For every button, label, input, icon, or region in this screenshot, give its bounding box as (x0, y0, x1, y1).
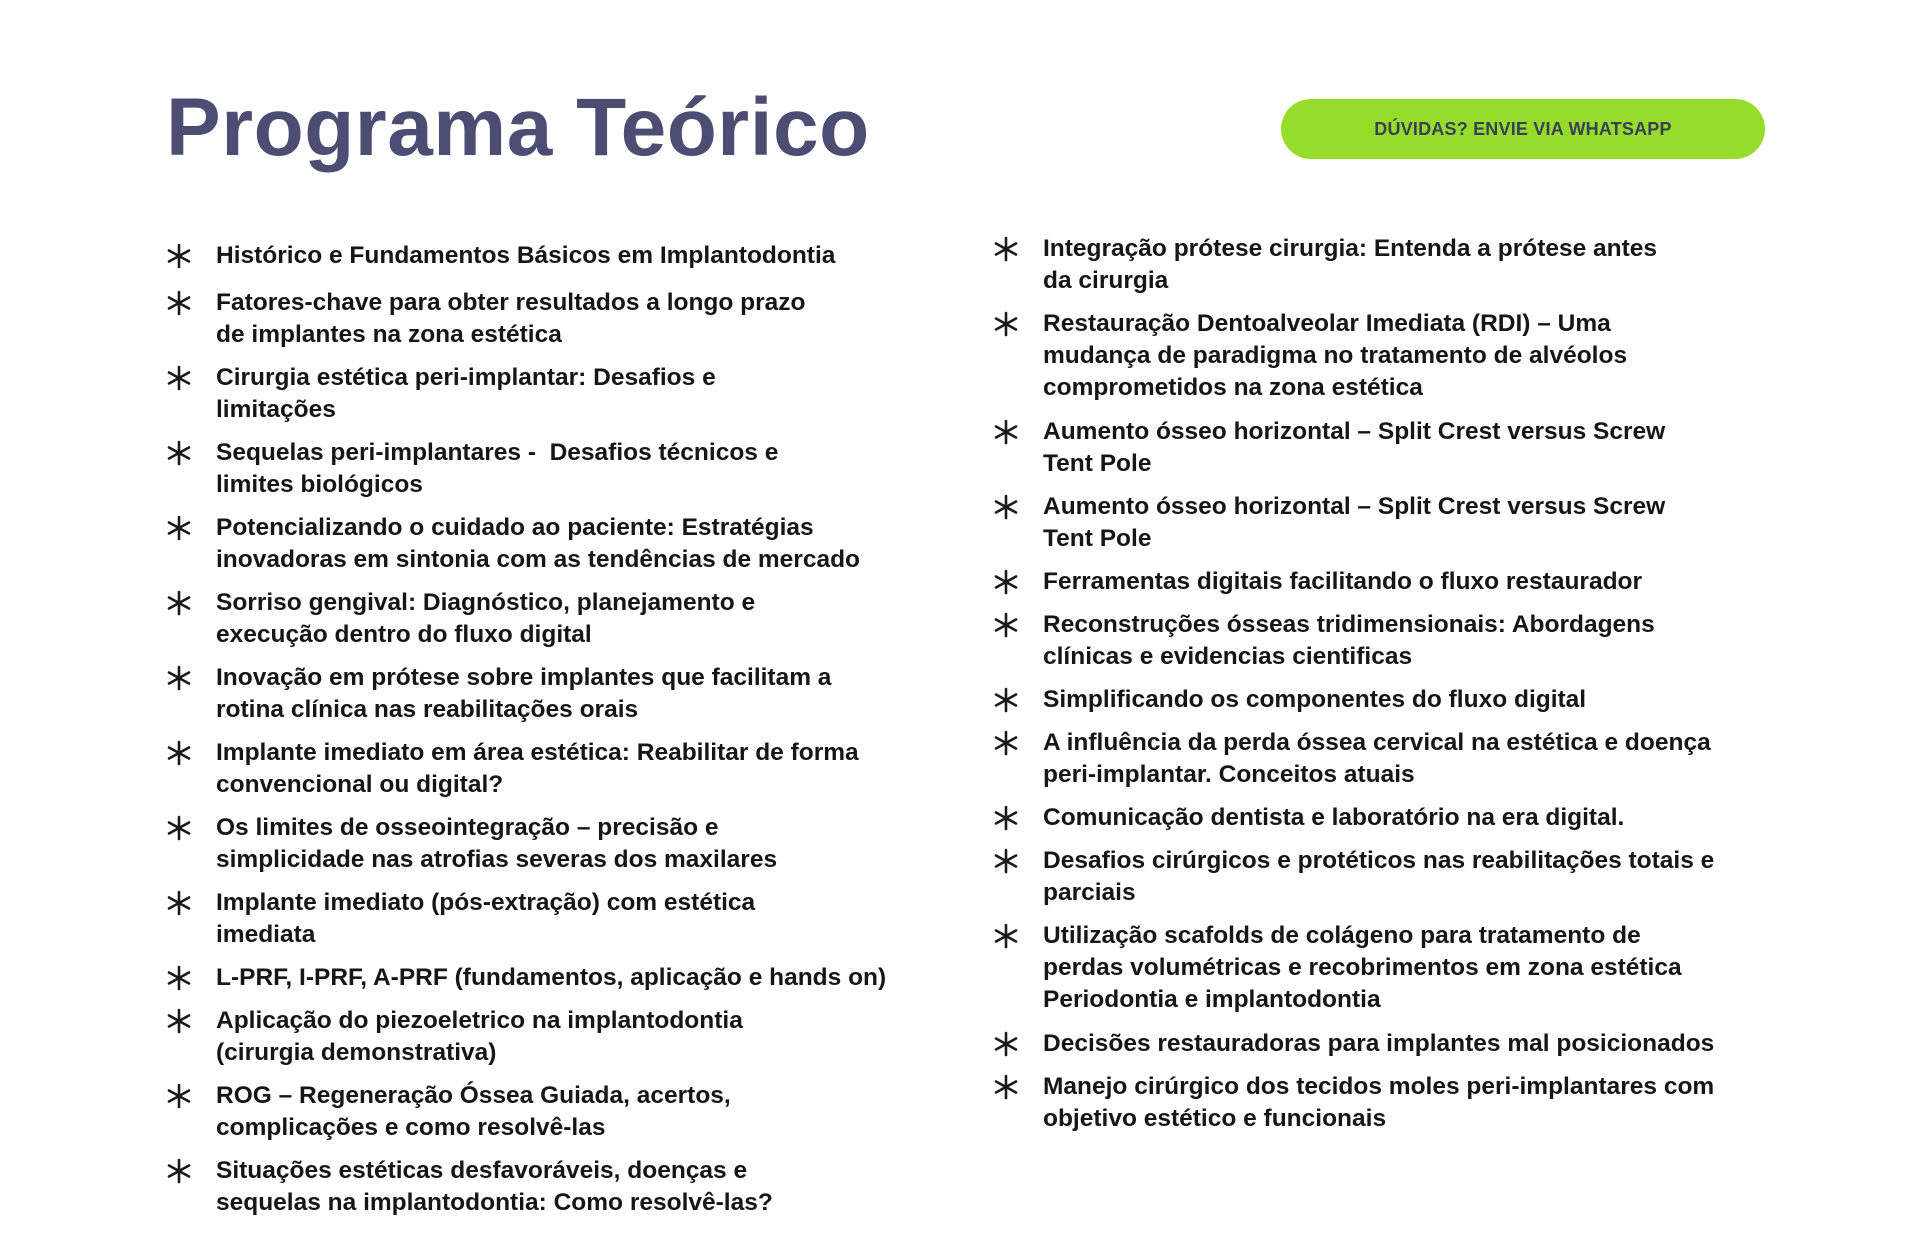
topic-text: Ferramentas digitais facilitando o fluxo restaurador (1043, 568, 1643, 595)
asterisk-icon (993, 1031, 1019, 1057)
asterisk-icon (166, 440, 192, 466)
asterisk-icon (993, 236, 1019, 262)
asterisk-icon (166, 243, 192, 269)
page-title: Programa Teórico (166, 82, 870, 173)
topic-text: Cirurgia estética peri-implantar: Desafios e limitações (216, 364, 716, 423)
asterisk-icon (166, 365, 192, 391)
asterisk-icon (166, 590, 192, 616)
topic-text: L-PRF, I-PRF, A-PRF (fundamentos, aplicação e hands on) (216, 964, 887, 991)
topic-text: Inovação em prótese sobre implantes que facilitam a rotina clínica nas reabilitações orais (216, 664, 832, 723)
topic-text: Reconstruções ósseas tridimensionais: Abordagens clínicas e evidencias cientificas (1043, 611, 1655, 670)
asterisk-icon (993, 311, 1019, 337)
topic-text: Implante imediato (pós-extração) com estética imediata (216, 889, 756, 948)
asterisk-icon (993, 569, 1019, 595)
topic-text: Utilização scafolds de colágeno para tratamento de perdas volumétricas e recobrimentos em zona estética Periodontia e implantodontia (1043, 922, 1682, 1013)
topic-text: Potencializando o cuidado ao paciente: Estratégias inovadoras em sintonia com as tendências de mercado (216, 514, 861, 573)
asterisk-icon (166, 890, 192, 916)
asterisk-icon (993, 612, 1019, 638)
asterisk-icon (166, 290, 192, 316)
asterisk-icon (993, 1074, 1019, 1100)
asterisk-icon (993, 419, 1019, 445)
asterisk-icon (166, 515, 192, 541)
asterisk-icon (166, 665, 192, 691)
topic-text: Fatores-chave para obter resultados a longo prazo de implantes na zona estética (216, 289, 806, 348)
topic-text: Os limites de osseointegração – precisão e simplicidade nas atrofias severas dos maxilares (216, 814, 778, 873)
asterisk-icon (993, 730, 1019, 756)
asterisk-icon (993, 848, 1019, 874)
topic-text: Simplificando os componentes do fluxo digital (1043, 686, 1587, 713)
asterisk-icon (993, 687, 1019, 713)
asterisk-icon (166, 815, 192, 841)
asterisk-icon (166, 1158, 192, 1184)
topic-text: Sorriso gengival: Diagnóstico, planejamento e execução dentro do fluxo digital (216, 589, 756, 648)
topic-text: Histórico e Fundamentos Básicos em Implantodontia (216, 242, 836, 269)
topic-text: A influência da perda óssea cervical na estética e doença peri-implantar. Conceitos atuais (1043, 729, 1711, 788)
asterisk-icon (166, 1008, 192, 1034)
asterisk-icon (166, 740, 192, 766)
topic-text: Manejo cirúrgico dos tecidos moles peri-implantares com objetivo estético e funcionais (1043, 1073, 1715, 1132)
topic-text: Comunicação dentista e laboratório na era digital. (1043, 804, 1625, 831)
topic-text: Implante imediato em área estética: Reabilitar de forma convencional ou digital? (216, 739, 859, 798)
topic-text: Integração prótese cirurgia: Entenda a prótese antes da cirurgia (1043, 235, 1658, 294)
asterisk-icon (166, 1083, 192, 1109)
topic-text: ROG – Regeneração Óssea Guiada, acertos, complicações e como resolvê-las (216, 1082, 731, 1141)
asterisk-icon (993, 494, 1019, 520)
topic-text: Aumento ósseo horizontal – Split Crest versus Screw Tent Pole (1043, 493, 1666, 552)
topic-text: Sequelas peri-implantares - Desafios técnicos e limites biológicos (216, 439, 779, 498)
asterisk-icon (993, 805, 1019, 831)
topic-text: Aumento ósseo horizontal – Split Crest versus Screw Tent Pole (1043, 418, 1666, 477)
topic-text: Situações estéticas desfavoráveis, doenças e sequelas na implantodontia: Como resolvê-las? (216, 1157, 773, 1216)
asterisk-icon (993, 923, 1019, 949)
topic-text: Aplicação do piezoeletrico na implantodontia (cirurgia demonstrativa) (216, 1007, 743, 1066)
asterisk-icon (166, 965, 192, 991)
whatsapp-cta-button[interactable]: DÚVIDAS? ENVIE VIA WHATSAPP (1281, 99, 1765, 159)
topic-text: Decisões restauradoras para implantes mal posicionados (1043, 1030, 1715, 1057)
topic-text: Desafios cirúrgicos e protéticos nas reabilitações totais e parciais (1043, 847, 1715, 906)
topic-text: Restauração Dentoalveolar Imediata (RDI) – Uma mudança de paradigma no tratamento de alvéolos comprometidos na zona estética (1043, 310, 1628, 401)
